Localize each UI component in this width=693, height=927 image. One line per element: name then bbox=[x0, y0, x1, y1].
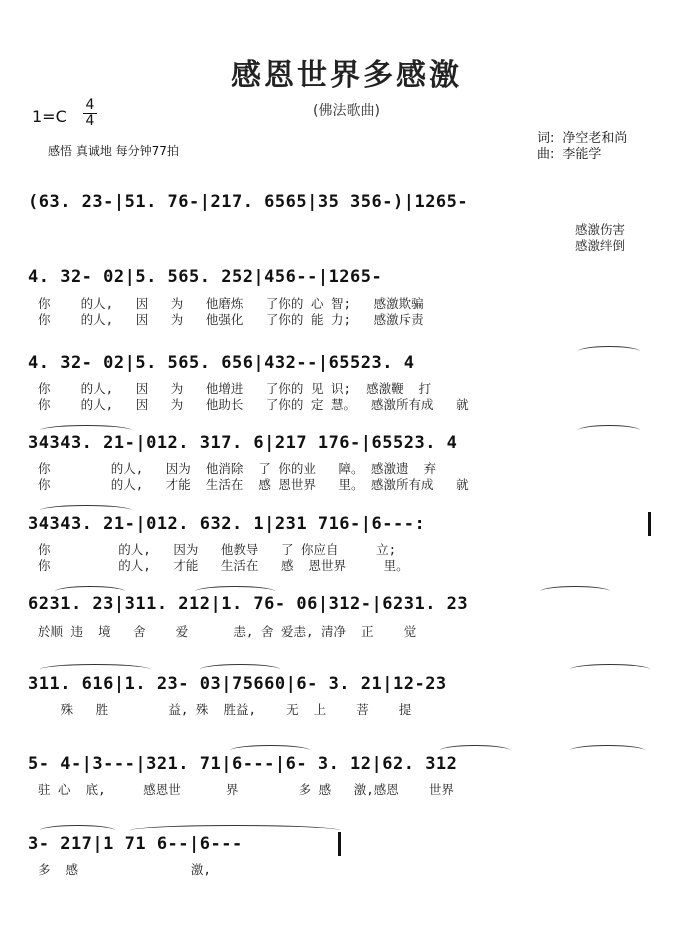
slur bbox=[570, 745, 645, 756]
composer-label: 曲: bbox=[537, 147, 555, 162]
slur bbox=[578, 425, 640, 436]
slur bbox=[55, 586, 125, 597]
lyric-row-5-verse-2: 你 的人, 才能 生活在 感 恩世界 里。 bbox=[38, 558, 409, 573]
notation-row-8: 5- 4-|3---|321. 71|6---|6- 3. 12|62. 312 bbox=[28, 754, 458, 774]
lyric-row-4-verse-1: 你 的人, 因为 他消除 了 你的业 障。 感激遗 弃 bbox=[38, 461, 437, 476]
meter-top: 4 bbox=[85, 97, 95, 113]
slur bbox=[40, 505, 132, 516]
slur bbox=[570, 664, 650, 675]
lyric-row-7: 殊 胜 益, 殊 胜益, 无 上 菩 提 bbox=[38, 702, 412, 717]
lyricist-name: 净空老和尚 bbox=[562, 131, 628, 146]
song-title: 感恩世界多感激 bbox=[231, 58, 462, 93]
tempo-marking: 感悟 真诚地 每分钟77拍 bbox=[48, 144, 179, 158]
lyric-row-5-verse-1: 你 的人, 因为 他教导 了 你应自 立; bbox=[38, 542, 397, 557]
slur bbox=[200, 664, 280, 675]
notation-row-2: 4. 32- 02|5. 565. 252|456--|1265- bbox=[28, 267, 383, 287]
side-lyric-1: 感激伤害 bbox=[575, 222, 626, 237]
notation-row-1: (63. 23-|51. 76-|217. 6565|35 356-)|1265- bbox=[28, 192, 469, 212]
notation-row-9: 3- 217|1 71 6--|6--- bbox=[28, 834, 243, 854]
notation-row-3: 4. 32- 02|5. 565. 656|432--|65523. 4 bbox=[28, 353, 415, 373]
composer-credit bbox=[537, 143, 601, 162]
song-subtitle: (佛法歌曲) bbox=[313, 103, 380, 119]
lyric-row-6: 於顺 违 境 舍 爱 恚, 舍 爱恚, 清净 正 觉 bbox=[38, 624, 417, 639]
lyric-row-8: 驻 心 底, 感恩世 界 多 感 激,感恩 世界 bbox=[38, 782, 454, 797]
slur bbox=[578, 346, 640, 357]
slur bbox=[40, 425, 132, 436]
lyricist-label: 词: bbox=[537, 131, 555, 146]
composer-name: 李能学 bbox=[562, 147, 602, 162]
side-lyric-2: 感激绊倒 bbox=[575, 238, 626, 253]
repeat-bar bbox=[648, 512, 651, 536]
notation-row-7: 311. 616|1. 23- 03|75660|6- 3. 21|12-23 bbox=[28, 674, 447, 694]
meter-bottom: 4 bbox=[83, 113, 97, 129]
lyric-row-9: 多 感 激, bbox=[38, 862, 211, 877]
lyric-row-3-verse-2: 你 的人, 因 为 他助长 了你的 定 慧。 感激所有成 就 bbox=[38, 397, 469, 412]
notation-row-5: 34343. 21-|012. 632. 1|231 716-|6---: bbox=[28, 514, 426, 534]
slur bbox=[40, 825, 115, 836]
slur bbox=[440, 745, 510, 756]
final-bar bbox=[338, 832, 341, 856]
lyric-row-2-verse-2: 你 的人, 因 为 他强化 了你的 能 力; 感激斥责 bbox=[38, 312, 424, 327]
slur bbox=[195, 586, 275, 597]
time-signature bbox=[83, 98, 97, 129]
slur bbox=[540, 586, 610, 597]
key-signature: 1=C bbox=[32, 107, 67, 126]
lyric-row-3-verse-1: 你 的人, 因 为 他增进 了你的 见 识; 感激鞭 打 bbox=[38, 381, 432, 396]
slur bbox=[40, 664, 150, 675]
notation-row-4: 34343. 21-|012. 317. 6|217 176-|65523. 4 bbox=[28, 433, 458, 453]
slur bbox=[130, 825, 340, 836]
notation-row-6: 6231. 23|311. 212|1. 76- 06|312-|6231. 23 bbox=[28, 594, 469, 614]
lyric-row-4-verse-2: 你 的人, 才能 生活在 感 恩世界 里。 感激所有成 就 bbox=[38, 477, 469, 492]
lyric-row-2-verse-1: 你 的人, 因 为 他磨炼 了你的 心 智; 感激欺骗 bbox=[38, 296, 424, 311]
slur bbox=[230, 745, 310, 756]
